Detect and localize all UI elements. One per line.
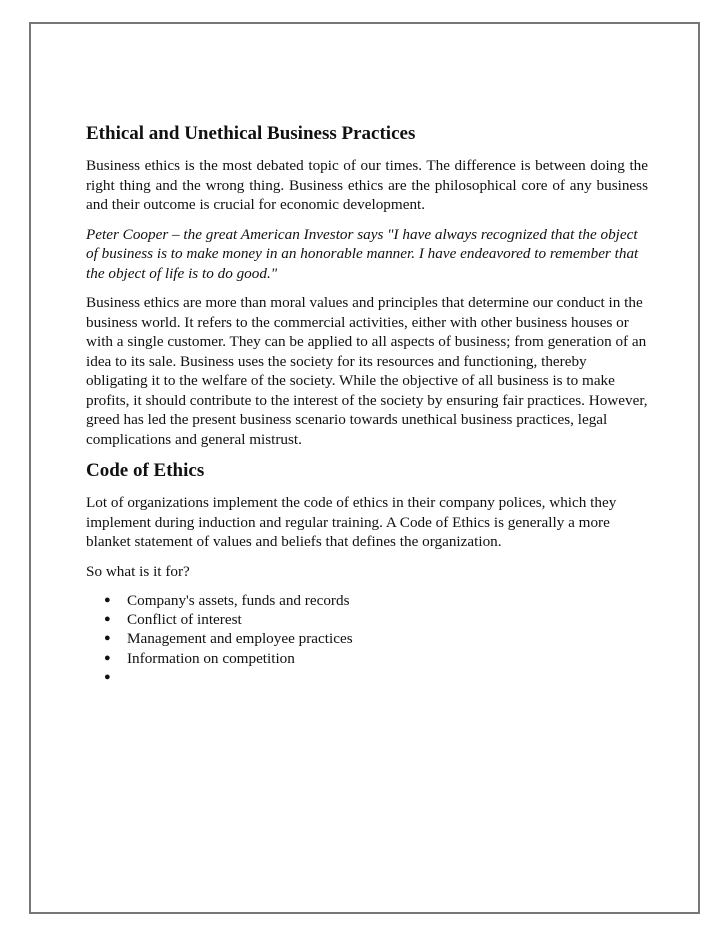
bullet-list	[86, 591, 648, 687]
document-content	[86, 122, 648, 687]
list-item	[86, 591, 648, 610]
list-item-text: Information on competition	[127, 649, 295, 667]
intro-paragraph: Business ethics is the most debated topic of our times. The difference is between doing the right thing and the wrong thing. Business ethics are the philosophical core of any business and their outcome is crucial for economic development.	[86, 157, 648, 213]
list-item	[86, 629, 648, 648]
list-item-text: Management and employee practices	[127, 630, 353, 648]
bullet-icon: ●	[104, 651, 111, 664]
bullet-icon: ●	[104, 613, 111, 626]
bullet-icon: ●	[104, 670, 111, 683]
section-heading: Code of Ethics	[86, 460, 205, 481]
section-paragraph: Lot of organizations implement the code of ethics in their company polices, which they implement during induction and regular training. A Code of Ethics is generally a more blanket statement of values and beliefs that defines the organization.	[86, 494, 617, 550]
list-item	[86, 649, 648, 668]
document-title: Ethical and Unethical Business Practices	[86, 123, 416, 144]
question-paragraph: So what is it for?	[86, 562, 190, 580]
list-item	[86, 668, 648, 687]
list-item	[86, 610, 648, 629]
bullet-icon: ●	[104, 594, 111, 606]
bullet-icon: ●	[104, 632, 111, 645]
body-paragraph: Business ethics are more than moral values and principles that determine our conduct in the business world. It refers to the commercial activities, either with other business houses or with a single customer. They can be applied to all aspects of business; from generation of an idea to its sale. Business uses the society for its resources and functioning, thereby obligating it to the welfare of the society. While the objective of all business is to make profits, it should contribute to the interest of the society by ensuring fair practices. However, greed has led the present business scenario towards unethical business practices, legal complications and general mistrust.	[86, 294, 648, 448]
quote-paragraph: Peter Cooper – the great American Investor says "I have always recognized that the object of business is to make money in an honorable manner. I have endeavored to remember that the object of life is to do good."	[86, 225, 639, 282]
list-item-text: Conflict of interest	[127, 611, 242, 629]
list-item-text: Company's assets, funds and records	[127, 592, 350, 609]
